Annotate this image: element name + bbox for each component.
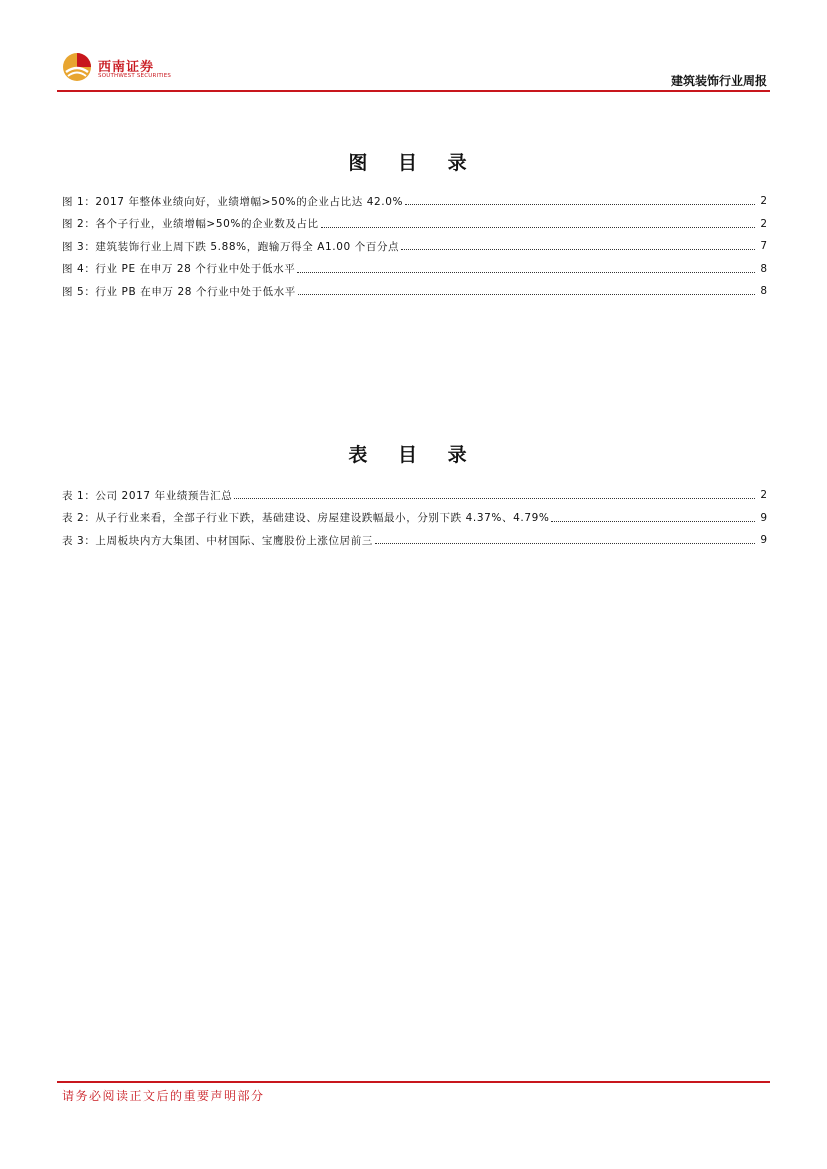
toc-leader-dots	[375, 542, 755, 544]
tables-heading: 表 目 录	[348, 444, 479, 466]
logo-emblem-icon	[62, 52, 92, 82]
toc-entry[interactable]	[62, 258, 767, 281]
toc-entry-label: 表 2：从子行业来看，全部子行业下跌，基础建设、房屋建设跌幅最小，分别下跌 4.37%、4.79%	[62, 512, 550, 525]
toc-entry-page: 8	[760, 262, 767, 275]
toc-leader-dots	[297, 271, 755, 273]
toc-entry-page: 9	[760, 534, 767, 547]
toc-entry-label: 图 4：行业 PE 在申万 28 个行业中处于低水平	[62, 263, 296, 276]
toc-leader-dots	[551, 520, 755, 522]
toc-entry-label: 图 2：各个子行业，业绩增幅>50%的企业数及占比	[62, 218, 319, 231]
footer-divider	[57, 1081, 770, 1083]
logo-chinese-name: 西南证券	[98, 60, 155, 75]
toc-entry[interactable]	[62, 235, 767, 258]
toc-entry-page: 8	[760, 285, 767, 298]
toc-entry[interactable]	[62, 484, 767, 507]
toc-leader-dots	[321, 226, 755, 228]
tables-toc	[62, 484, 767, 552]
footer-disclaimer: 请务必阅读正文后的重要声明部分	[62, 1089, 265, 1103]
figures-heading: 图 目 录	[348, 152, 479, 174]
company-logo	[62, 52, 172, 84]
header-divider	[57, 90, 770, 92]
toc-entry-page: 2	[760, 195, 767, 208]
toc-entry-label: 图 3：建筑装饰行业上周下跌 5.88%，跑输万得全 A1.00 个百分点	[62, 240, 400, 253]
toc-leader-dots	[234, 497, 755, 499]
toc-entry-page: 9	[760, 511, 767, 524]
report-title: 建筑装饰行业周报	[670, 74, 767, 88]
toc-entry-page: 7	[760, 240, 767, 253]
toc-leader-dots	[298, 293, 755, 295]
toc-entry[interactable]	[62, 529, 767, 552]
toc-leader-dots	[405, 203, 755, 205]
toc-entry-label: 表 1：公司 2017 年业绩预告汇总	[62, 489, 233, 502]
toc-entry[interactable]	[62, 213, 767, 236]
toc-entry[interactable]	[62, 190, 767, 213]
toc-entry-label: 图 5：行业 PB 在申万 28 个行业中处于低水平	[62, 285, 296, 298]
toc-entry-label: 表 3：上周板块内方大集团、中材国际、宝鹰股份上涨位居前三	[62, 534, 373, 547]
toc-entry-page: 2	[760, 217, 767, 230]
toc-entry-page: 2	[760, 489, 767, 502]
logo-english-name: SOUTHWEST SECURITIES	[98, 73, 172, 79]
toc-entry-label: 图 1：2017 年整体业绩向好，业绩增幅>50%的企业占比达 42.0%	[62, 195, 404, 208]
toc-leader-dots	[401, 248, 755, 250]
toc-entry[interactable]	[62, 280, 767, 303]
figures-toc	[62, 190, 767, 303]
toc-entry[interactable]	[62, 507, 767, 530]
